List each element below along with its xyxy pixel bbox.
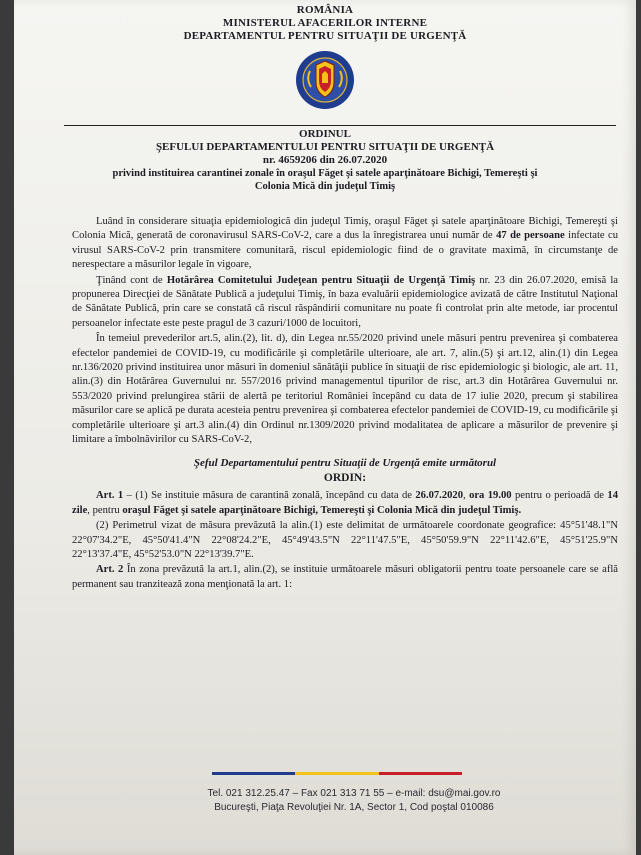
paragraph-cjsu-decision: Ţinând cont de Hotărârea Comitetului Judeţean pentru Situaţii de Urgenţă Timiş nr. 23 din 26.07.2020, emisă la propunerea Direcţiei de Sănătate Publică a judeţului Timiş, în baza evaluării epidemiologice avizată de către Institutul Naţional de Sănătate Publică, prin care se constată că riscul răspândirii comunitare nu poate fi controlat prin alte metode, iar procentul persoanelor infectate este peste pragul de 3 cazuri/1000 de locuitori, <box>72 274 618 329</box>
tricolor-line <box>212 772 462 775</box>
order-subject-line-2: Colonia Mică din judeţul Timiş <box>254 181 396 192</box>
letter-footer <box>154 772 554 815</box>
order-number: nr. 4659206 din 26.07.2020 <box>262 154 388 166</box>
order-body <box>72 215 618 593</box>
order-issuer: ŞEFULUI DEPARTAMENTULUI PENTRU SITUAŢII DE URGENŢĂ <box>155 141 495 153</box>
article-1-paragraph-2: (2) Perimetrul vizat de măsura prevăzută la alin.(1) este delimitat de următoarele coordonate geografice: 45°51'48.1"N 22°07'34.2"E, 45°50'41.4"N 22°08'24.2"E, 45°49'43.5"N 22°11'47.5"E, 45°50'59.9"N 22°11'42.6"E, 45°51'25.9"N 22°13'37.4"E, 45°52'53.0"N 22°13'39.7"E. <box>72 520 618 560</box>
department-name: DEPARTAMENTUL PENTRU SITUAŢII DE URGENŢĂ <box>183 30 467 42</box>
issuer-statement: Şeful Departamentului pentru Situaţii de Urgenţă emite următorul <box>193 456 497 469</box>
order-title: ORDINUL <box>299 128 351 140</box>
ordin-heading: ORDIN: <box>323 471 367 484</box>
dsu-emblem-icon <box>288 49 362 111</box>
header-divider <box>64 125 616 126</box>
article-1-paragraph-1: Art. 1 – (1) Se instituie măsura de carantină zonală, începând cu data de 26.07.2020, ora 19.00 pentru o perioadă de 14 zile, pentru oraşul Făget şi satele aparţinătoare Bichigi, Temereşti şi Colonia Mică din judeţul Timiş. <box>72 490 618 516</box>
ministry-name: MINISTERUL AFACERILOR INTERNE <box>222 17 428 29</box>
paragraph-considerations: Luând în considerare situaţia epidemiologică din judeţul Timiş, oraşul Făget şi satele aparţinătoare Bichigi, Temereşti şi Colonia Mică, generată de coronavirusul SARS-CoV-2, care a dus la înregistrarea unui număr de 47 de persoane infectate cu virusul SARS-CoV-2 prin transmitere comunitară, riscul epidemiologic fiind de o gravitate maximă, în circumstanţe de nerespectare a măsurilor legale în vigoare, <box>72 216 619 271</box>
order-subject-line-1: privind instituirea carantinei zonale în oraşul Făget şi satele aparţinătoare Bichigi, Temereşti şi <box>112 168 538 179</box>
document-page <box>14 0 636 855</box>
contact-line: Tel. 021 312.25.47 – Fax 021 313 71 55 – e-mail: dsu@mai.gov.ro <box>207 788 501 799</box>
country-name: ROMÂNIA <box>296 4 354 16</box>
order-heading <box>14 128 636 193</box>
article-2: Art. 2 În zona prevăzută la art.1, alin.(2), se instituie următoarele măsuri obligatorii pentru toate persoanele care se află permanent sau tranzitează zona menţionată la art. 1: <box>72 564 618 590</box>
paragraph-legal-basis: În temeiul prevederilor art.5, alin.(2), lit. d), din Legea nr.55/2020 privind unele măsuri pentru prevenirea şi combaterea efectelor pandemiei de COVID-19, cu modificările şi completările ulterioare, ale art. 7, alin.(5) şi art.12, alin.(1) din Legea nr.136/2020 privind instituirea unor măsuri în domeniul sănătăţii publice în situaţii de risc epidemiologic şi biologic, ale art. 11, alin.(3) din Hotărârea Guvernului nr. 557/2016 privind managementul tipurilor de risc, art.3 din Hotărârea Guvernului nr. 553/2020 privind prelungirea stării de alertă pe teritoriul României începând cu data de 17 iulie 2020, precum şi stabilirea măsurilor care se aplică pe durata acesteia pentru prevenirea şi combaterea efectelor pandemiei de COVID-19, cu modificările şi completările ulterioare şi art.3 alin.(4) din Ordinul nr.1309/2020 privind modalitatea de aplicare a măsurilor de prevenire şi limitare a îmbolnăvirilor cu SARS-CoV-2, <box>72 333 618 446</box>
address-line: Bucureşti, Piaţa Revoluţiei Nr. 1A, Sector 1, Cod poştal 010086 <box>214 802 494 813</box>
letterhead <box>14 0 636 111</box>
